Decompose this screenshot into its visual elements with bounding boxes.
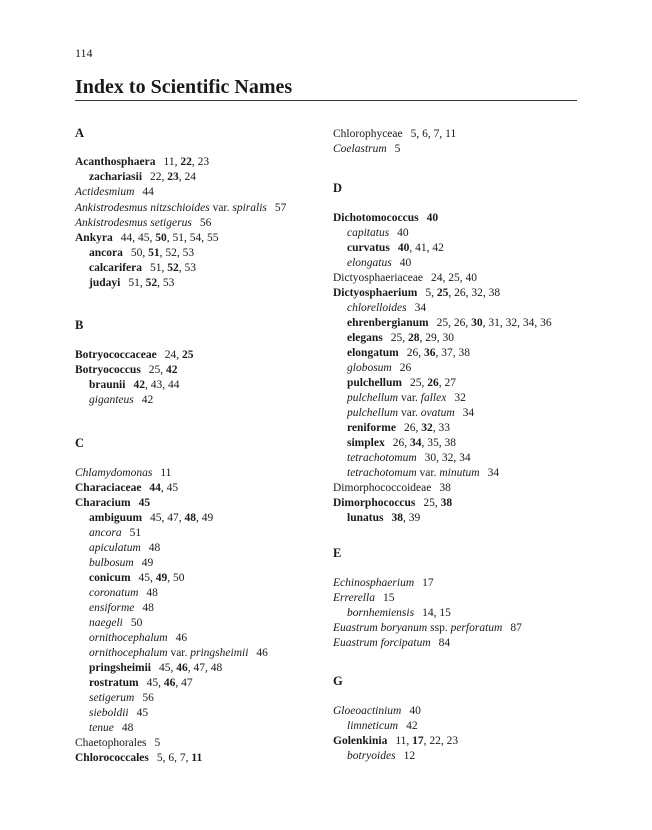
- index-entry: Chlorococcales 5, 6, 7, 11: [75, 752, 203, 764]
- index-entry: limneticum 42: [347, 720, 418, 732]
- index-entry: elongatus 40: [347, 257, 412, 269]
- index-entry: ambiguum 45, 47, 48, 49: [89, 512, 214, 524]
- index-entry: Dimorphococcus 25, 38: [333, 497, 453, 509]
- index-entry: ancora 51: [89, 527, 142, 539]
- index-entry: Ankyra 44, 45, 50, 51, 54, 55: [75, 232, 219, 244]
- section-letter: C: [75, 436, 85, 450]
- index-entry: Dimorphococcoideae 38: [333, 482, 451, 494]
- section-letter: A: [75, 126, 85, 140]
- index-entry: ancora 50, 51, 52, 53: [89, 247, 195, 259]
- index-entry: curvatus 40, 41, 42: [347, 242, 444, 254]
- index-entry: ornithocephalum 46: [89, 632, 188, 644]
- index-entry: Golenkinia 11, 17, 22, 23: [333, 735, 459, 747]
- index-entry: ehrenbergianum 25, 26, 30, 31, 32, 34, 36: [347, 317, 552, 329]
- index-entry: Gloeoactinium 40: [333, 705, 421, 717]
- title-rule: [75, 100, 577, 101]
- index-entry: globosum 26: [347, 362, 412, 374]
- index-entry: Actidesmium 44: [75, 186, 154, 198]
- index-entry: ornithocephalum var. pringsheimii 46: [89, 647, 268, 659]
- index-entry: Ankistrodesmus nitzschioides var. spiralis 57: [75, 202, 287, 214]
- index-entry: Coelastrum 5: [333, 143, 401, 155]
- section-letter: D: [333, 181, 343, 195]
- index-entry: reniforme 26, 32, 33: [347, 422, 450, 434]
- index-entry: setigerum 56: [89, 692, 154, 704]
- index-entry: tetrachotomum 30, 32, 34: [347, 452, 471, 464]
- index-entry: tetrachotomum var. minutum 34: [347, 467, 500, 479]
- index-entry: giganteus 42: [89, 394, 154, 406]
- index-entry: Dictyosphaeriaceae 24, 25, 40: [333, 272, 478, 284]
- page-number: 114: [75, 46, 93, 60]
- index-entry: coronatum 48: [89, 587, 158, 599]
- index-entry: Dictyosphaerium 5, 25, 26, 32, 38: [333, 287, 501, 299]
- section-letter: B: [75, 318, 84, 332]
- index-entry: elegans 25, 28, 29, 30: [347, 332, 455, 344]
- page-title: Index to Scientific Names: [75, 76, 293, 98]
- index-entry: naegeli 50: [89, 617, 143, 629]
- index-entry: sieboldii 45: [89, 707, 149, 719]
- index-entry: chlorelloides 34: [347, 302, 427, 314]
- index-entry: zachariasii 22, 23, 24: [89, 171, 197, 183]
- index-entry: braunii 42, 43, 44: [89, 379, 180, 391]
- index-entry: Euastrum forcipatum 84: [333, 637, 451, 649]
- index-entry: simplex 26, 34, 35, 38: [347, 437, 456, 449]
- index-entry: Chlorophyceae 5, 6, 7, 11: [333, 128, 457, 140]
- index-entry: Chlamydomonas 11: [75, 467, 172, 479]
- index-entry: Errerella 15: [333, 592, 395, 604]
- index-entry: Acanthosphaera 11, 22, 23: [75, 156, 210, 168]
- index-entry: Characiaceae 44, 45: [75, 482, 179, 494]
- index-entry: pulchellum var. ovatum 34: [347, 407, 475, 419]
- index-entry: rostratum 45, 46, 47: [89, 677, 193, 689]
- index-entry: tenue 48: [89, 722, 134, 734]
- section-letter: G: [333, 674, 343, 688]
- index-entry: Characium 45: [75, 497, 151, 509]
- index-entry: bulbosum 49: [89, 557, 154, 569]
- index-entry: calcarifera 51, 52, 53: [89, 262, 196, 274]
- index-entry: Dichotomococcus 40: [333, 212, 439, 224]
- index-entry: capitatus 40: [347, 227, 409, 239]
- index-entry: apiculatum 48: [89, 542, 161, 554]
- index-entry: lunatus 38, 39: [347, 512, 421, 524]
- index-entry: Chaetophorales 5: [75, 737, 161, 749]
- index-entry: pulchellum 25, 26, 27: [347, 377, 456, 389]
- index-entry: conicum 45, 49, 50: [89, 572, 185, 584]
- index-entry: bornhemiensis 14, 15: [347, 607, 451, 619]
- section-letter: E: [333, 546, 342, 560]
- index-entry: Ankistrodesmus setigerus 56: [75, 217, 212, 229]
- index-entry: pringsheimii 45, 46, 47, 48: [89, 662, 223, 674]
- index-entry: Botryococcus 25, 42: [75, 364, 178, 376]
- index-entry: botryoides 12: [347, 750, 416, 762]
- index-entry: ensiforme 48: [89, 602, 154, 614]
- index-entry: Botryococcaceae 24, 25: [75, 349, 194, 361]
- index-entry: Echinosphaerium 17: [333, 577, 434, 589]
- index-entry: pulchellum var. fallex 32: [347, 392, 466, 404]
- index-entry: elongatum 26, 36, 37, 38: [347, 347, 470, 359]
- index-entry: judayi 51, 52, 53: [89, 277, 175, 289]
- index-entry: Euastrum boryanum ssp. perforatum 87: [333, 622, 522, 634]
